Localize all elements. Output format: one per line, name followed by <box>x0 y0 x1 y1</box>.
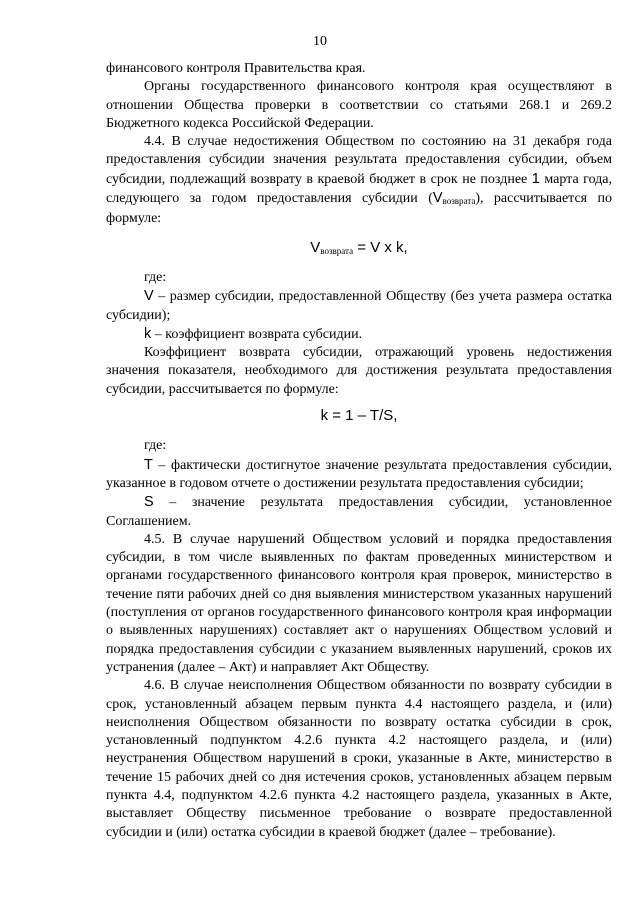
clause-4-4-day: 1 <box>531 170 540 187</box>
definition-t-symbol: T <box>144 456 153 473</box>
formula-refund-v: V <box>310 238 321 256</box>
clause-4-4-text-d: ), рассчитывается по формуле: <box>106 191 612 227</box>
clause-4-4-text-c: марта года, следующего за годом предоставления субсидии ( <box>106 171 613 207</box>
paragraph-4-5: 4.5. В случае нарушений Обществом условий и порядка предоставления субсидии, в том числе выявленных по фактам проведенных министерством и органами государственного финансового контроля края проверок, министерство в течение пяти рабочих дней со дня выявления министерством указанных нарушений (поступления от органов государственного финансового контроля края информации о выявленных нарушениях) составляет акт о нарушениях Обществом условий и порядка предоставления субсидии с указанием выявленных нарушений, сроков их устранения (далее – Акт) и направляет Акт Обществу. <box>106 531 612 675</box>
formula-refund-amount <box>106 239 612 260</box>
paragraph-continuation: финансового контроля Правительства края. <box>106 61 366 76</box>
paragraph-coefficient: Коэффициент возврата субсидии, отражающий уровень недостижения значения показателя, необходимого для достижения результата предоставления субсидии, рассчитывается по формуле: <box>106 345 612 397</box>
definition-v-text: – размер субсидии, предоставленной Обществу (без учета размера остатка субсидии); <box>106 289 612 323</box>
definition-k-text: – коэффициент возврата субсидии. <box>151 326 363 342</box>
formula-coefficient: k = 1 – T/S, <box>320 407 398 425</box>
definition-t <box>106 456 612 494</box>
formula-refund-subscript: возврата <box>320 245 354 256</box>
page-number: 10 <box>313 34 327 49</box>
where-label-2: где: <box>144 438 167 454</box>
definition-k-symbol: k <box>144 325 152 342</box>
document-body <box>106 60 612 842</box>
definition-v-symbol: V <box>144 288 154 305</box>
clause-4-4-text-a: 4.4. В случае недостижения Обществом по состоянию на 31 декабря года предоставления субсидии значения результата предоставления субсидии, объем субсидии, подлежащий возврату в краевой бюджет в срок не позднее <box>106 134 612 187</box>
formula-refund-rest: = V x k, <box>353 238 408 256</box>
paragraph-4-6: 4.6. В случае неисполнения Обществом обязанности по возврату субсидии в срок, установленный абзацем первым пункта 4.4 настоящего раздела, и (или) неисполнения Обществом обязанности по возврату остатка субсидии в срок, установленный подпунктом 4.2.6 пункта 4.2 настоящего раздела, и (или) неустранения Обществом нарушений в сроки, указанные в Акте, министерство в течение 15 рабочих дней со дня истечения сроков, установленных абзацем первым пункта 4.4, подпунктом 4.2.6 пункта 4.2 настоящего раздела, указанных в Акте, выставляет Обществу письменное требование о возврате предоставленной субсидии и (или) остатка субсидии в краевой бюджет (далее – требование). <box>106 678 612 840</box>
clause-4-4-v-subscript: возврата <box>442 196 476 207</box>
clause-4-4-v-symbol: V <box>432 190 443 207</box>
definition-s <box>106 493 612 531</box>
where-label-1: где: <box>144 269 167 285</box>
definition-t-text: – фактически достигнутое значение результата предоставления субсидии, указанное в годовом отчете о достижении результата предоставления субсидии; <box>106 457 612 491</box>
definition-s-text: – значение результата предоставления субсидии, установленное Соглашением. <box>106 495 612 529</box>
definition-v <box>106 287 612 325</box>
paragraph-control-bodies: Органы государственного финансового контроля края осуществляют в отношении Общества проверки в соответствии со статьями 268.1 и 269.2 Бюджетного кодекса Российской Федерации. <box>106 79 612 131</box>
definition-s-symbol: S <box>144 494 154 511</box>
definition-k <box>106 325 612 344</box>
paragraph-4-4 <box>106 133 612 228</box>
